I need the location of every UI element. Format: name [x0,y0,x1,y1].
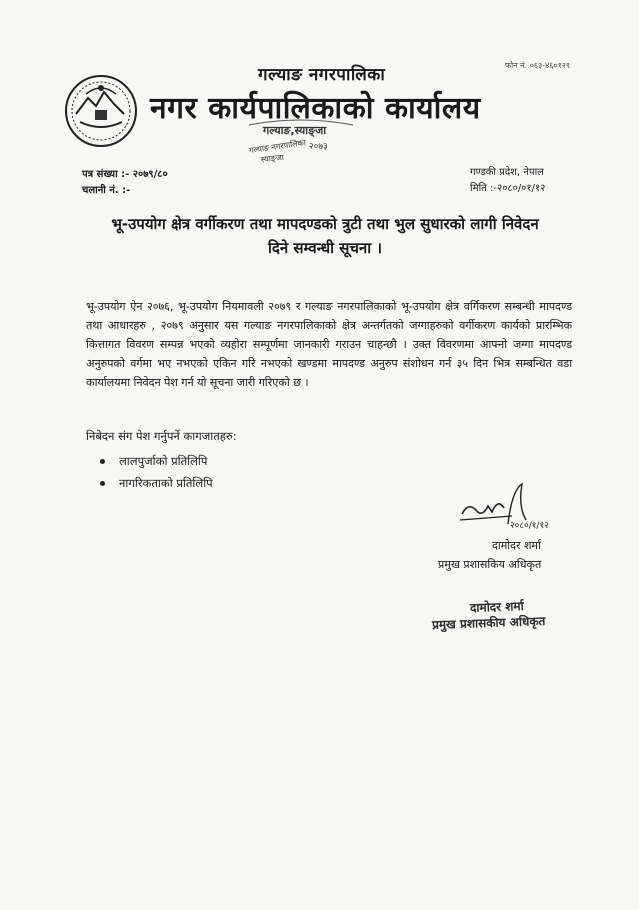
document-item-label: लालपुर्जाको प्रतिलिपि [119,454,208,468]
subject-line2: दिने सम्वन्धी सूचना । [267,239,383,257]
stamp-line1: गल्याङ,स्याङ्जा [263,124,327,137]
office-title: नगर कार्यपालिकाको कार्यालय [150,91,481,126]
letter-number: पत्र संख्या :- २०७९/८० [82,169,168,180]
province-address: गण्डकी प्रदेश, नेपाल [470,167,544,178]
nepal-emblem-icon [64,74,138,148]
seal-name: दामोदर शर्मा [469,599,524,615]
signature-date: २०८०/१/१२ [510,521,549,531]
signatory-name: दामोदर शर्मा [492,539,541,552]
documents-list [100,450,213,494]
bullet-icon [100,481,105,486]
stamp-line2: गल्याङ नगरपालिका [248,138,307,155]
documents-heading: निबेदन संग पेश गर्नुपर्ने कागजातहरु: [86,429,237,443]
office-stamp [243,117,359,179]
notice-body: भू-उपयोग ऐन २०७६, भू-उपयोग नियमावली २०७९ र गल्याङ नगरपालिकाको भू-उपयोग क्षेत्र वर्गिकरण सम्बन्धी मापदण्ड तथा आधारहरु , २०७९ अनुसार यस गल्याङ नगरपालिकाको क्षेत्र अन्तर्गतको जग्गाहरुको वर्गीकरण कार्यको प्रारम्भिक कित्तागत विवरण सम्पन्न भएको व्यहोरा सम्पूर्णमा जानकारी गराउन चाहन्छौ । उक्त विवरणमा आफ्नो जग्गा मापदण्ड अनुरुपको वर्गमा भए नभएको एकिन गरि नभएको खण्डमा मापदण्ड अनुरुप संशोधन गर्न ३५ दिन भित्र सम्बन्धित वडा कार्यालयमा निवेदन पेश गर्न यो सूचना जारी गरिएको छ । [86,300,572,389]
municipality-name: गल्याङ नगरपालिका [258,65,386,85]
bullet-icon [100,459,105,464]
letter-date: मिति :-२०८०/०१/१२ [470,183,546,194]
stamp-year: २०७३ [309,142,328,152]
phone-number: फोन नं. ०६३-४६०१२९ [505,61,571,70]
list-item [100,450,213,472]
document-item-label: नागरिकताको प्रतिलिपि [119,476,213,490]
signatory-title: प्रमुख प्रशासकिय अधिकृत [438,558,542,571]
dispatch-number: चलानी नं. :- [82,185,131,196]
stamp-line3: स्याङ्जा [260,152,285,165]
subject-line1: भू-उपयोग क्षेत्र वर्गीकरण तथा मापदण्डको त्रुटी तथा भुल सुधारको लागी निवेदन [111,215,539,233]
seal-title: प्रमुख प्रशासकीय अधिकृत [431,614,546,632]
handwritten-signature-icon [452,480,562,532]
list-item [100,472,213,494]
notice-subject [80,212,570,260]
